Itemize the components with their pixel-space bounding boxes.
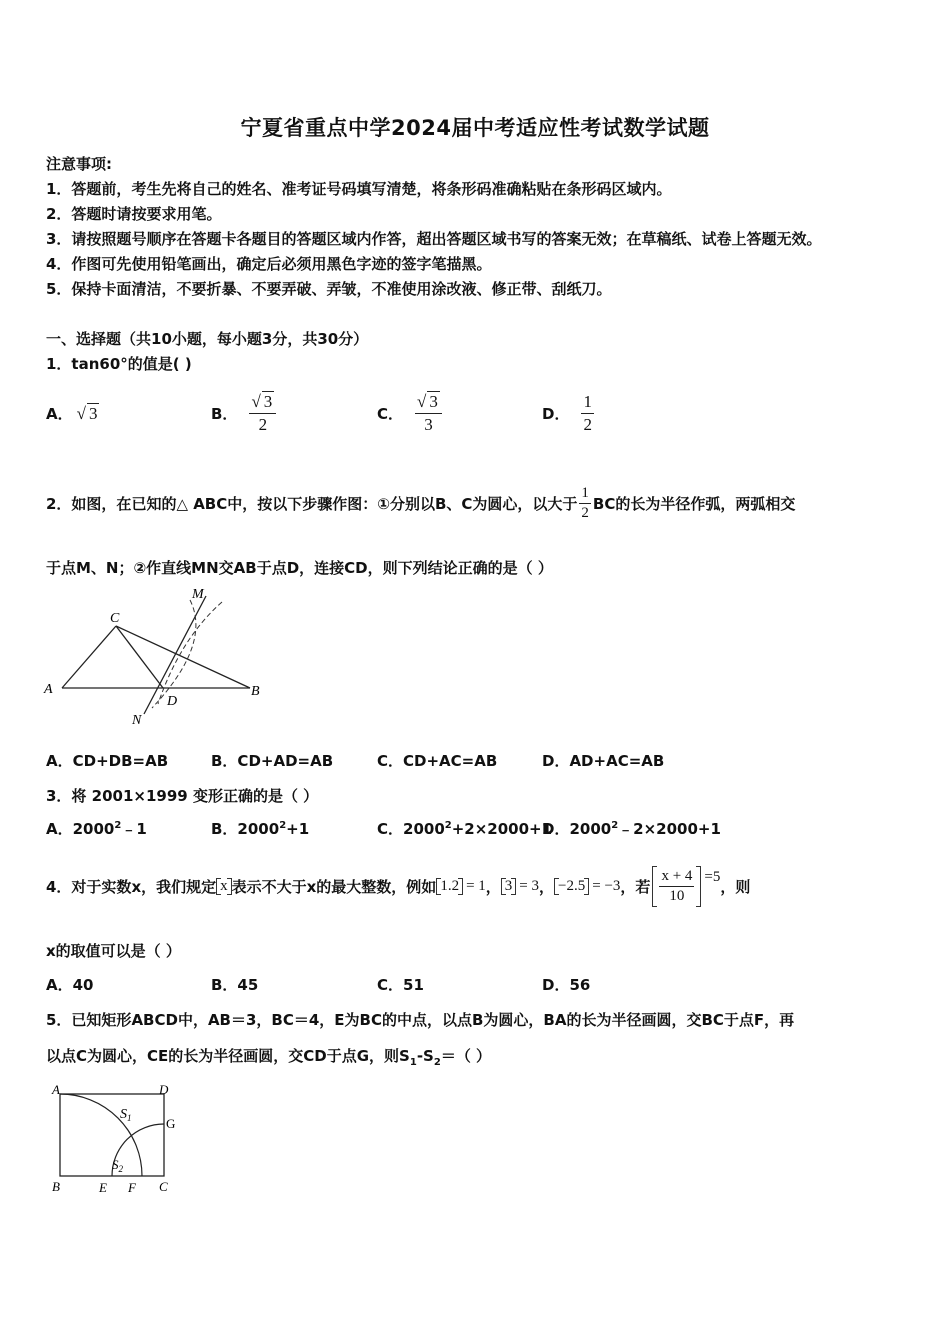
q4-stem-d: ，则 [720,877,751,896]
q4-stem-c: ，若 [620,877,651,896]
q1-option-c-label: C． [377,404,404,423]
q1-option-b-value: $\frac{√ 3}{2}$ [249,391,276,435]
q1-option-d [542,388,594,438]
q4-floor-x: x [216,878,232,895]
q4-stem-line2: x的取值可以是（ ） [46,942,181,960]
q1-option-c-value: $\frac{√ 3}{3}$ [415,391,442,435]
q4-frac-den: 10 [669,887,685,904]
q1-option-c [377,388,442,438]
q1-option-b-label: B． [211,404,238,423]
q1-option-a [46,388,99,438]
q5-stem-line1: 5．已知矩形ABCD中，AB＝3，BC＝4，E为BC的中点，以点B为圆心，BA的长为半径画圆，交BC于点F，再 [46,1011,795,1029]
q5-label-c: C [159,1179,168,1194]
q4-example1-floor: 1.2 [436,878,463,895]
q3-option-a-rest: ﹣1 [121,820,147,838]
q2-stem-line2: 于点M、N；②作直线MN交AB于点D，连接CD，则下列结论正确的是（ ） [46,559,553,577]
q1-option-d-num: 1 [581,392,594,414]
q5-stem-line2 [46,1045,491,1068]
q3-option-c-exp: 2 [444,820,452,831]
q3-option-c-rest: +2×2000+1 [451,820,553,838]
q2-label-n: N [132,713,142,728]
q4-example1-result: = 1 [466,877,486,894]
q1-option-a-radicand: 3 [88,403,98,423]
q5-label-b: B [52,1179,60,1194]
q4-stem-b: 表示不大于x的最大整数，例如 [231,877,437,896]
notice-item-4: 4．作图可先使用铅笔画出，确定后必须用黑色字迹的签字笔描黑。 [46,255,492,273]
q2-segment-ac [62,626,116,688]
q4-example3-result: = −3 [592,877,621,894]
q1-option-c-den: 3 [424,415,433,434]
q2-option-a: A．CD+DB=AB [46,752,169,770]
q4-comma-2: ， [539,877,555,896]
notice-item-2: 2．答题时请按要求用笔。 [46,205,222,223]
q1-option-d-den: 2 [583,414,592,434]
q5-label-a: A [52,1082,60,1097]
q4-option-a: A．40 [46,976,94,994]
q5-arc-from-b [60,1094,142,1176]
notice-item-5: 5．保持卡面清洁，不要折暴、不要弄破、弄皱，不准使用涂改液、修正带、刮纸刀。 [46,280,612,298]
q4-option-b: B．45 [211,976,259,994]
q4-option-c: C．51 [377,976,424,994]
q4-stem-line1 [46,850,750,922]
q1-option-d-value [581,392,594,435]
q1-option-b-den: 2 [258,415,268,434]
q1-option-b [211,388,276,438]
q3-option-d [542,818,721,839]
q3-option-d-exp: 2 [611,820,619,831]
q2-fraction [579,485,591,522]
q4-floor-fraction [652,866,701,907]
q4-option-d: D．56 [542,976,591,994]
q2-figure [40,584,270,729]
q3-option-b-base: B．2000 [211,820,280,838]
q3-option-c [377,818,552,839]
q3-option-a-exp: 2 [114,820,122,831]
q2-frac-den: 2 [581,504,589,521]
page-title: 宁夏省重点中学2024届中考适应性考试数学试题 [240,116,710,140]
q2-segment-cb [116,626,250,688]
q3-option-b-rest: +1 [286,820,310,838]
q5-sub1: 1 [409,1057,417,1068]
q2-stem-line1 [46,470,795,536]
q5-label-d: D [159,1082,169,1097]
q4-example2-floor: 3 [501,878,517,895]
q2-stem-b: BC的长为半径作弧，两弧相交 [592,494,796,513]
q3-option-a [46,818,147,839]
q2-frac-num: 1 [579,485,591,504]
q5-label-s1: $S_1$ [120,1107,132,1123]
q5-figure [44,1080,184,1200]
q3-option-d-rest: ﹣2×2000+1 [618,820,721,838]
q3-stem: 3．将 2001×1999 变形正确的是（ ） [46,787,319,805]
q1-stem: 1．tan60°的值是( ) [46,355,192,373]
q3-option-d-base: D．2000 [542,820,612,838]
q2-segment-cd [116,626,163,688]
q4-example3-floor: −2.5 [554,878,589,895]
q5-label-g: G [166,1116,176,1131]
q5-stem-b-pre: 以点C为圆心，CE的长为半径画圆，交CD于点G，则S [46,1047,410,1065]
q4-frac-num: x + 4 [659,868,694,887]
q2-label-a: A [44,682,53,697]
q2-option-b: B．CD+AD=AB [211,752,334,770]
section-heading: 一、选择题（共10小题，每小题3分，共30分） [46,330,369,348]
q1-option-a-value: √ 3 [76,403,98,423]
q3-option-a-base: A．2000 [46,820,115,838]
q2-arc-from-b [158,602,222,704]
q4-stem-a: 4．对于实数x，我们规定 [46,877,217,896]
q2-stem-a: 2．如图，在已知的△ ABC中，按以下步骤作图：①分别以B、C为圆心，以大于 [46,494,578,513]
notice-item-3: 3．请按照题号顺序在答题卡各题目的答题区域内作答，超出答题区域书写的答案无效；在草稿纸、试卷上答题无效。 [46,230,822,248]
q3-option-b-exp: 2 [279,820,287,831]
q4-rhs: =5 [704,868,721,885]
q1-option-b-num: 3 [263,392,273,411]
notice-heading: 注意事项: [46,155,112,173]
q3-option-b [211,818,309,839]
q5-label-f: F [128,1180,136,1195]
notice-item-1: 1．答题前，考生先将自己的姓名、准考证号码填写清楚，将条形码准确粘贴在条形码区域内。 [46,180,672,198]
q5-stem-b-mid: -S [416,1047,434,1065]
q2-option-d: D．AD+AC=AB [542,752,665,770]
q1-option-a-label: A． [46,404,73,423]
q5-stem-b-post: ＝（ ） [440,1047,492,1065]
q2-label-c: C [110,611,120,626]
q5-sub2: 2 [433,1057,441,1068]
q2-option-c: C．CD+AC=AB [377,752,498,770]
q4-example2-result: = 3 [519,877,540,894]
q2-label-b: B [251,684,260,699]
q5-label-s2: $S_2$ [112,1157,123,1174]
q2-arc-from-c [152,600,196,708]
q3-option-c-base: C．2000 [377,820,445,838]
q2-label-m: M [192,587,204,602]
q1-option-c-num: 3 [429,392,438,411]
q2-label-d: D [167,694,178,709]
q5-label-e: E [99,1180,107,1195]
q1-option-d-label: D． [542,404,570,423]
q4-comma-1: ， [485,877,501,896]
